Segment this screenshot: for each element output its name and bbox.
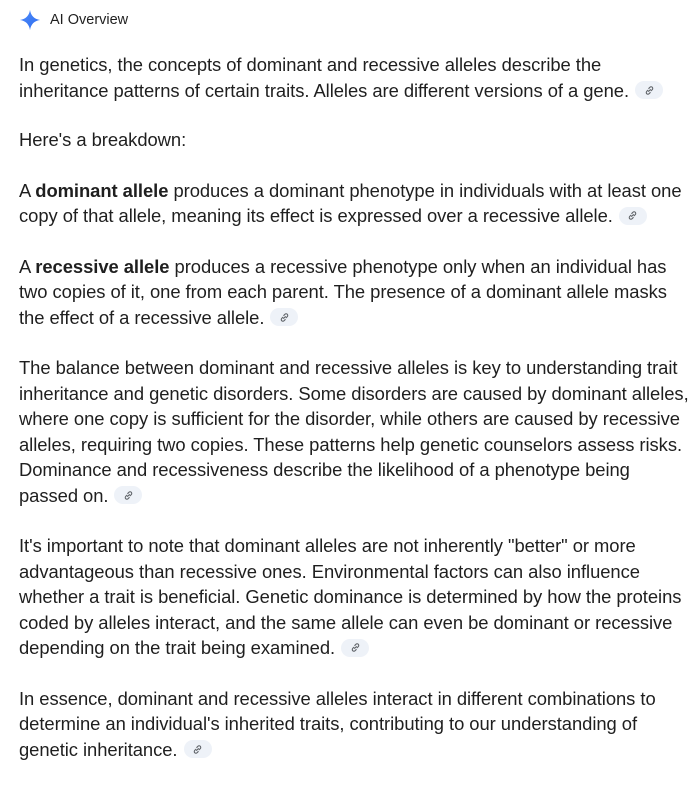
paragraph-recessive xyxy=(19,254,690,331)
paragraph-text: The balance between dominant and recessive alleles is key to understanding trait inheritance and genetic disorders. Some disorders are caused by dominant alleles, where one copy is sufficient for the disorder, while others are caused by recessive alleles, requiring two copies. These patterns help genetic counselors assess risks. Dominance and recessiveness describe the likelihood of a phenotype being passed on. xyxy=(19,357,689,506)
paragraph-breakdown xyxy=(19,127,690,153)
source-link-button[interactable] xyxy=(619,207,647,225)
paragraph-text: A xyxy=(19,179,36,201)
paragraph-note xyxy=(19,533,690,661)
source-link-button[interactable] xyxy=(341,639,369,657)
source-link-button[interactable] xyxy=(635,81,663,99)
source-link-button[interactable] xyxy=(114,486,142,504)
term-recessive-allele: recessive allele xyxy=(35,255,170,277)
paragraph-text: It's important to note that dominant alleles are not inherently "better" or more advantageous than recessive ones. Environmental factors can also influence whether a trait is beneficial. Genetic dominance is determined by how the proteins coded by alleles interact, and the same allele can even be dominant or recessive depending on the trait being examined. xyxy=(19,535,682,658)
gemini-sparkle-icon xyxy=(19,9,41,31)
term-dominant-allele: dominant allele xyxy=(35,179,169,201)
paragraph-text: A xyxy=(19,255,36,277)
ai-overview-title: AI Overview xyxy=(50,12,129,28)
paragraph-intro xyxy=(19,52,690,103)
link-icon xyxy=(644,85,655,96)
link-icon xyxy=(123,490,134,501)
link-icon xyxy=(192,744,203,755)
ai-overview-header xyxy=(19,0,690,40)
paragraph-text: produces a recessive phenotype only when an individual has two copies of it, one from each parent. The presence of a dominant allele masks the effect of a recessive allele. xyxy=(19,255,667,328)
link-icon xyxy=(279,312,290,323)
paragraph-text: produces a dominant phenotype in individuals with at least one copy of that allele, meaning its effect is expressed over a recessive allele. xyxy=(19,179,682,226)
source-link-button[interactable] xyxy=(270,308,298,326)
paragraph-text: In genetics, the concepts of dominant and recessive alleles describe the inheritance patterns of certain traits. Alleles are different versions of a gene. xyxy=(19,54,629,101)
paragraph-dominant xyxy=(19,178,690,229)
link-icon xyxy=(627,210,638,221)
paragraph-text: In essence, dominant and recessive alleles interact in different combinations to determine an individual's inherited traits, contributing to our understanding of genetic inheritance. xyxy=(19,687,656,760)
source-link-button[interactable] xyxy=(184,740,212,758)
paragraph-balance xyxy=(19,355,690,508)
link-icon xyxy=(350,642,361,653)
paragraph-essence xyxy=(19,686,690,763)
paragraph-text: Here's a breakdown: xyxy=(19,129,187,150)
overview-content xyxy=(19,52,690,762)
